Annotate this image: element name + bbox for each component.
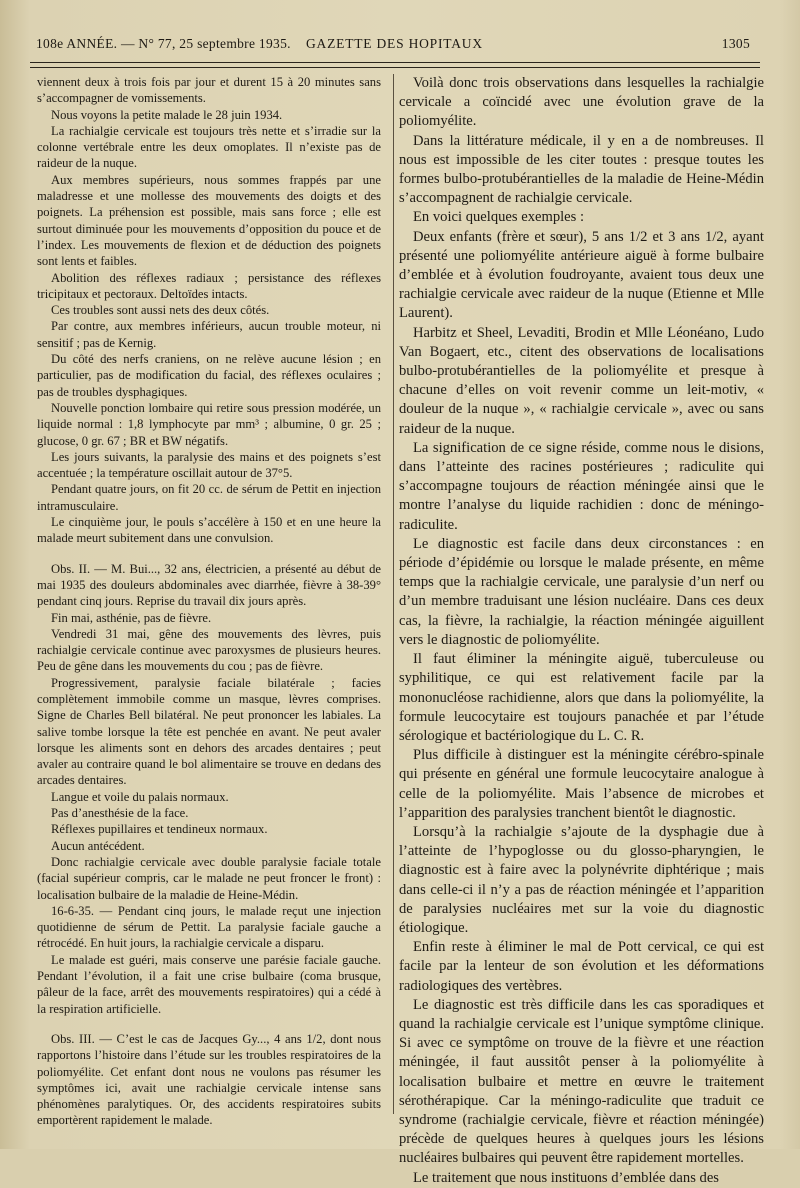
paragraph: La signification de ce signe réside, comme nous le disions, dans l’atteinte des racines postérieures ; radiculite qui s’accompagne toujours de réaction méningée ainsi que le montre l’analyse du liquide rachidien : donc de méningo-radiculite. xyxy=(399,439,764,533)
paragraph: Pas d’anesthésie de la face. xyxy=(51,806,189,821)
paragraph: Il faut éliminer la méningite aiguë, tuberculeuse ou syphilitique, ce qui est relativement facile par la mononucléose rachidienne, alors que dans la poliomyélite, la formule leucocytaire est toujours panachée et par l’étude sérologique et bactériologique du L. C. R. xyxy=(399,651,764,744)
paragraph: Réflexes pupillaires et tendineux normaux. xyxy=(51,822,268,837)
page-number: 1305 xyxy=(721,36,750,51)
paragraph: Ces troubles sont aussi nets des deux côtés. xyxy=(51,303,270,318)
paragraph: Le traitement que nous instituons d’emblée dans des xyxy=(413,1169,719,1186)
paragraph: Aucun antécédent. xyxy=(51,838,145,853)
paragraph: Nouvelle ponction lombaire qui retire sous pression modérée, un liquide normal : 1,8 lymphocyte par mm³ ; albumine, 0 gr. 25 ; glucose, 0 gr. 67 ; BR et BW négatifs. xyxy=(37,400,381,448)
header-rule-thin xyxy=(30,67,760,68)
paragraph: Les jours suivants, la paralysie des mains et des poignets s’est accentuée ; la température oscillait autour de 37°5. xyxy=(37,449,381,481)
paragraph: Par contre, aux membres inférieurs, aucun trouble moteur, ni sensitif ; pas de Kernig. xyxy=(37,319,381,350)
issue-info: 108e ANNÉE. — N° 77, 25 septembre 1935. xyxy=(36,36,291,51)
paragraph: Le malade est guéri, mais conserve une parésie faciale gauche. Pendant l’évolution, il a fait une crise bulbaire (coma brusque, pâleur de la face, arrêt des mouvements respiratoires) qui a cédé à la respiration artificielle. xyxy=(37,952,381,1016)
header-rule-thick xyxy=(30,62,760,63)
paragraph: viennent deux à trois fois par jour et durent 15 à 20 minutes sans s’accompagner de vomissements. xyxy=(37,75,381,106)
paragraph: Dans la littérature médicale, il y en a de nombreuses. Il nous est impossible de les citer toutes : presque toutes les formes bulbo-protubérantielles de la maladie de Heine-Médin s’accompagnent de rachialgie cervicale. xyxy=(399,132,764,207)
paragraph: Lorsqu’à la rachialgie s’ajoute de la dysphagie due à l’atteinte de l’hypoglosse ou du glosso-pharyngien, le diagnostic est à faire avec la polynévrite diphtérique ; mais dans celle-ci il n’y a pas de réaction méningée et l’apparition de paralysies nucléaires met sur la voie du diagnostic étiologique. xyxy=(399,823,764,936)
right-column xyxy=(399,74,764,1188)
observation-heading-paragraph: Obs. II. — M. Bui..., 32 ans, électricien, a présenté au début de mai 1935 des douleurs abdominales avec diarrhée, fièvre à 38-39° pendant cinq jours. Reprise du travail dix jours après. xyxy=(37,561,381,609)
paragraph: Pendant quatre jours, on fit 20 cc. de sérum de Pettit en injection intramusculaire. xyxy=(37,482,381,513)
paragraph: La rachialgie cervicale est toujours très nette et s’irradie sur la colonne vertébrale entre les deux omoplates. Il n’existe pas de raideur de la nuque. xyxy=(37,123,381,171)
paragraph: Le diagnostic est très difficile dans les cas sporadiques et quand la rachialgie cervicale est l’unique symptôme clinique. Si avec ce symptôme on trouve de la fièvre et une réaction méningée, il faut aussitôt penser à la poliomyélite à localisation bulbaire et mettre en œuvre le traitement sérothérapique. Car la méningo-radiculite que traduit ce syndrome (rachialgie cervicale, fièvre et réaction méningée) précède de quelques heures à quelques jours les lésions nucléaires bulbaires qui peuvent être rapidement mortelles. xyxy=(399,996,764,1167)
paragraph: Enfin reste à éliminer le mal de Pott cervical, ce qui est facile par la lenteur de son évolution et les déformations radiologiques des vertèbres. xyxy=(399,939,764,994)
paragraph: Le cinquième jour, le pouls s’accélère à 150 et en une heure la malade meurt subitement dans une convulsion. xyxy=(37,515,381,546)
observation-heading-paragraph: Obs. III. — C’est le cas de Jacques Gy..., 4 ans 1/2, dont nous rapportons l’histoire dans l’étude sur les troubles respiratoires de la poliomyélite. Cet enfant dont nous ne voulons pas résumer les symptômes ici, avait une rachialgie cervicale intense sans phénomènes paralytiques. Or, des accidents respiratoires subits emportèrent rapidement le malade. xyxy=(37,1031,381,1128)
column-divider xyxy=(393,74,394,1114)
paragraph: Plus difficile à distinguer est la méningite cérébro-spinale qui présente en général une formule leucocytaire analogue à celle de la poliomyélite. Mais l’absence de microbes et l’apparition des paralysies tranchent bientôt le diagnostic. xyxy=(399,747,764,821)
paragraph: Progressivement, paralysie faciale bilatérale ; facies complètement immobile comme un masque, lèvres comprises. Signe de Charles Bell bilatéral. Ne peut prononcer les labiales. La salive tombe lorsque la tête est penchée en avant. Ne peut avaler lorsque les aliments sont en dehors des arcades dentaires ; peut avaler au contraire quand le bol alimentaire se trouve en dedans des arcades dentaires. xyxy=(37,675,381,788)
paragraph: Abolition des réflexes radiaux ; persistance des réflexes tricipitaux et pectoraux. Deltoïdes intacts. xyxy=(37,270,381,301)
paragraph: Voilà donc trois observations dans lesquelles la rachialgie cervicale a coïncidé avec une évolution grave de la poliomyélite. xyxy=(399,75,764,130)
paragraph: Aux membres supérieurs, nous sommes frappés par une maladresse et une mollesse des mouvements des doigts et des poignets. La préhension est possible, mais sans force ; elle est surtout diminuée pour les mouvements d’opposition du pouce et de l’index. Les mouvements de flexion et de déduction des poignets sont lents et faibles. xyxy=(37,172,381,269)
paragraph: Donc rachialgie cervicale avec double paralysie faciale totale (facial supérieur compris, car le malade ne peut froncer le front) : localisation bulbaire de la maladie de Heine-Médin. xyxy=(37,854,381,902)
left-column xyxy=(37,74,381,1129)
paragraph: 16-6-35. — Pendant cinq jours, le malade reçut une injection quotidienne de sérum de Pettit. La paralysie faciale gauche a rétrocédé. En huit jours, la rachialgie cervicale a disparu. xyxy=(37,903,381,951)
paragraph: Nous voyons la petite malade le 28 juin 1934. xyxy=(51,107,283,122)
paragraph: Fin mai, asthénie, pas de fièvre. xyxy=(51,610,212,625)
page-header xyxy=(36,36,750,58)
paragraph: Vendredi 31 mai, gêne des mouvements des lèvres, puis rachialgie cervicale continue avec paroxysmes de plusieurs heures. Peu de gêne dans les mouvements du cou ; pas de fièvre. xyxy=(37,626,381,674)
paragraph: Harbitz et Sheel, Levaditi, Brodin et Mlle Léonéano, Ludo Van Bogaert, etc., citent des observations de localisations bulbo-protubérantielles de la poliomyélite et presque à chacune d’elles on voit revenir comme un leit-motiv, « douleur de la nuque », « rachialgie cervicale », avec ou sans raideur de la nuque. xyxy=(399,324,764,437)
paragraph: En voici quelques exemples : xyxy=(413,209,585,226)
paragraph: Du côté des nerfs craniens, on ne relève aucune lésion ; en particulier, pas de modification du facial, des réflexes oculaires ; pas de troubles dysphagiques. xyxy=(37,352,381,399)
paragraph: Langue et voile du palais normaux. xyxy=(51,789,229,804)
paragraph: Deux enfants (frère et sœur), 5 ans 1/2 et 3 ans 1/2, ayant présenté une poliomyélite antérieure aiguë à forme bulbaire d’emblée et à évolution foudroyante, avaient tous deux une rachialgie cervicale avec raideur de la nuque (Etienne et Mlle Laurent). xyxy=(399,228,764,322)
journal-title: GAZETTE DES HOPITAUX xyxy=(306,36,483,51)
paragraph: Le diagnostic est facile dans deux circonstances : en période d’épidémie ou lorsque le malade présente, en même temps que la rachialgie cervicale, une paralysie d’un nerf ou d’un membre traduisant une lésion nucléaire. Dans ces deux cas, la fièvre, la rachialgie, la réaction méningée aiguillent vers le diagnostic de poliomyélite. xyxy=(399,535,764,648)
